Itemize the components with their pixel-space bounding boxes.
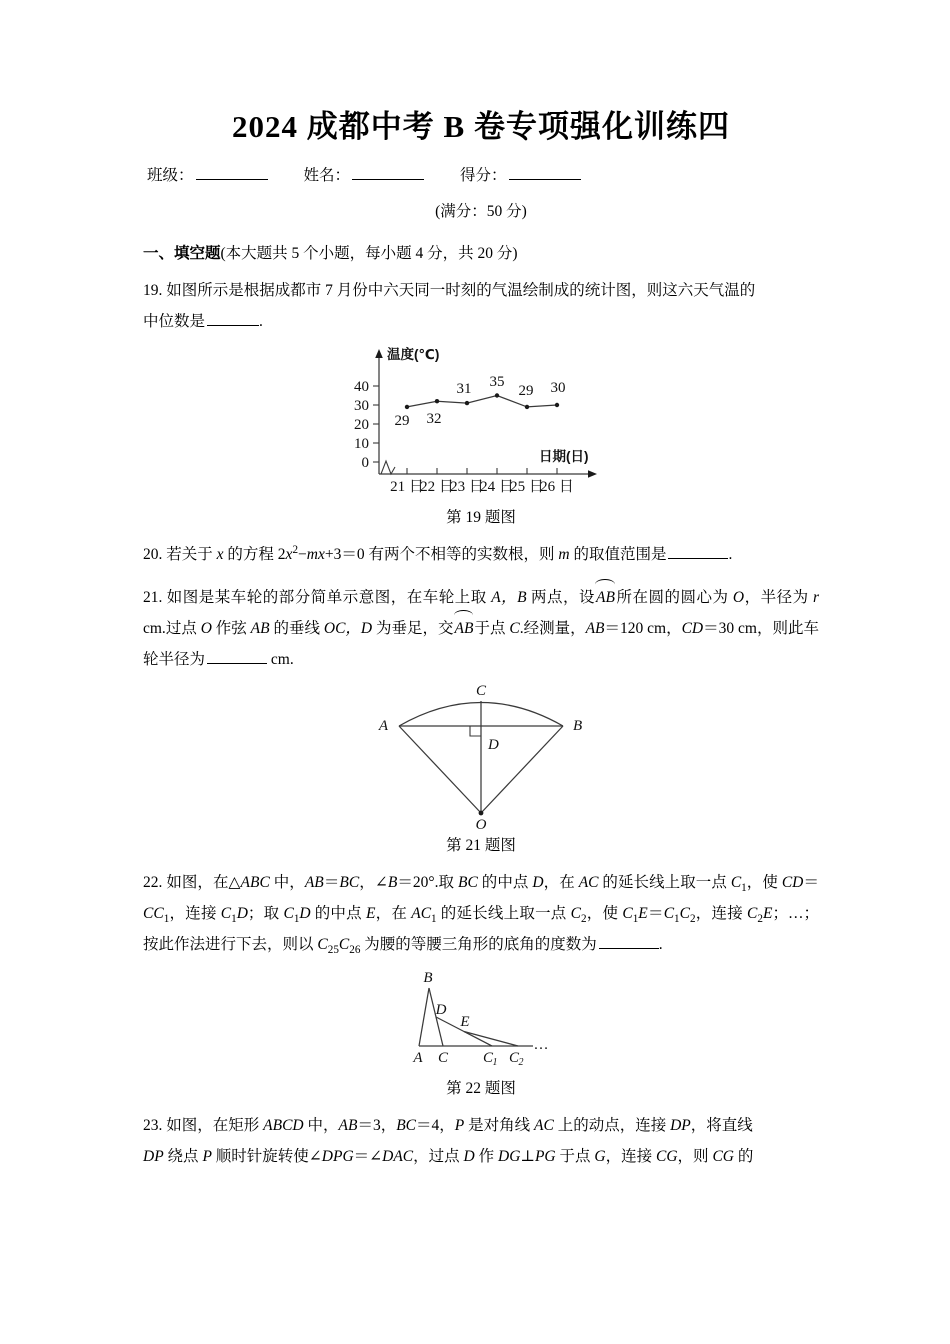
figure-22 [143,966,819,1098]
q23-seg1: 如图，在矩形 [166,1117,264,1135]
data-point-1 [405,405,409,409]
q22-bc: BC [339,874,360,892]
q21-ab-measure: AB [585,620,605,638]
q22-c1e-c: C [622,905,633,923]
y-tick-label-0: 0 [361,455,369,472]
q23-angle-dpg: DPG [321,1148,354,1166]
x-tick-label-3: 23 日 [450,479,484,496]
q23-line2-d: ，过点 [413,1148,464,1166]
q20-tail: . [728,546,733,564]
q23-point-p: P [454,1117,465,1135]
x-tick-label-4: 24 日 [480,479,514,496]
q20-var-m2: m [558,546,570,564]
q23-bc: BC [396,1117,417,1135]
label-c1-sub: 1 [492,1057,498,1069]
q20-mid2: x [317,546,325,564]
q21-seg4: ，半径为 [744,589,813,607]
q22-seg2: 中， [269,874,305,892]
q22-seg11: ，连接 [169,905,221,923]
label-d: D [435,1002,447,1019]
figure-19 [143,343,819,527]
q20-var-m: m [306,546,318,564]
q22-c1d2-c: C [283,905,294,923]
q22-seg13: 的中点 [310,905,366,923]
student-info-line [143,163,819,185]
q22-seg4: ，∠ [359,874,388,892]
q22-number: 22. [143,874,163,892]
wheel-sector-diagram [366,681,596,831]
q21-o-2: O [200,620,212,638]
q21-chord-ab: AB [250,620,270,638]
q23-perp-symbol: ⊥ [520,1148,535,1166]
label-c: C [475,683,487,700]
q21-point-b: ，B [500,589,527,607]
question-19 [143,275,819,337]
q19-text-line1: 如图所示是根据成都市 7 月份中六天同一时刻的气温绘制成的统计图，则这六天气温的 [166,282,756,300]
q21-center-o: O [732,589,745,607]
q23-line2-h: ，连接 [605,1148,656,1166]
q21-radius-r: r [812,589,819,607]
q22-ac1-sub: 1 [431,913,437,926]
q22-seg1: 如图，在△ [166,874,241,892]
q22-c1e-sub: 1 [632,913,639,926]
q23-diagonal-ac: AC [534,1117,554,1135]
q22-ac1: AC [411,905,432,923]
q23-angle-dac: DAC [382,1148,414,1166]
q22-cc1: CC [143,905,164,923]
label-o: O [475,817,487,832]
data-label-5: 29 [518,383,534,400]
q21-cd-measure: CD [681,620,704,638]
data-label-3: 31 [456,381,472,398]
q23-line2-dp: DP [143,1148,164,1166]
q19-answer-blank[interactable] [207,311,259,326]
q19-period: . [259,313,263,331]
q20-exponent: 2 [292,544,299,557]
score-field[interactable] [460,163,581,185]
q22-c1c2-c1: C [663,905,675,923]
q22-seg10: ＝ [803,874,819,892]
q22-seg3: ＝ [323,874,340,892]
label-a: A [413,1050,423,1067]
label-d: D [488,737,499,754]
name-blank[interactable] [352,165,424,180]
x-tick-label-1: 21 日 [390,479,424,496]
x-tick-label-5: 25 日 [510,479,544,496]
q21-seg3: 所在圆的圆心为 [615,589,733,607]
data-label-1: 29 [394,413,410,430]
y-axis-title: 温度(℃) [387,347,440,363]
name-label: 姓名： [303,167,351,185]
q22-angle-b: B [387,874,398,892]
q21-seg2: 两点，设 [526,589,596,607]
q23-seg3: ＝3， [357,1117,397,1135]
q22-seg14: ，在 [375,905,412,923]
q22-c25: C [317,936,328,954]
section-heading [143,241,819,263]
section-title: 一、填空题 [143,245,221,263]
q21-seg8: ，D [345,620,373,638]
data-point-6 [555,403,559,407]
label-c2-sub: 2 [518,1057,524,1069]
label-e: E [460,1014,470,1031]
label-ellipsis: … [533,1037,549,1054]
q21-seg13: ＝30 cm，则此车轮半径为 [143,620,819,669]
q23-line2-i: ，则 [677,1148,713,1166]
q22-cd: CD [781,874,804,892]
q21-seg11: .经测量， [519,620,586,638]
q21-seg12: ＝120 cm， [604,620,682,638]
q22-c1d2-d: D [299,905,311,923]
question-23 [143,1110,819,1172]
q20-post: 的取值范围是 [569,546,667,564]
right-angle-mark-d [470,726,481,736]
y-axis-arrow [375,349,383,358]
q22-c1: C [730,874,742,892]
q20-number: 20. [143,546,163,564]
q21-seg7: 的垂线 [269,620,324,638]
q23-line2-p: P [202,1148,212,1166]
name-field[interactable] [304,163,425,185]
question-21 [143,582,819,675]
class-blank[interactable] [196,165,268,180]
score-label: 得分： [460,167,507,185]
q21-seg1: 如图是某车轮的部分简单示意图，在车轮上取 [166,589,492,607]
q20-var-x: x [216,546,224,564]
q22-c2e-c: C [747,905,758,923]
y-tick-label-10: 10 [354,436,369,453]
x-tick-label-6: 26 日 [540,479,574,496]
q22-c1-sub: 1 [741,882,747,895]
q23-line2-a: 绕点 [163,1148,203,1166]
y-tick-label-20: 20 [354,417,369,434]
q22-seg6: 的中点 [477,874,533,892]
q22-c1c2-sub2: 2 [689,913,696,926]
q23-seg5: 是对角线 [464,1117,535,1135]
data-point-3 [465,401,469,405]
q22-c1d-c: C [220,905,232,923]
page-content [143,0,819,1172]
q23-line2-j: 的 [733,1148,754,1166]
data-point-2 [435,399,439,403]
q22-seg8: 的延长线上取一点 [598,874,731,892]
q22-c25-sub: 25 [327,944,339,957]
q22-c1d2-sub: 1 [293,913,300,926]
segment-c1e [464,1032,492,1047]
y-tick-label-30: 30 [354,398,369,415]
question-20 [143,539,819,570]
q19-text-line2: 中位数是 [143,313,206,331]
segment-ec2 [464,1032,518,1047]
x-axis-title: 日期(日) [539,449,589,465]
data-line [407,396,557,407]
q20-minus: − [298,546,307,564]
q21-answer-blank[interactable] [207,649,267,664]
data-point-5 [525,405,529,409]
q22-c1c2-c2: C [679,905,690,923]
class-label: 班级： [147,167,194,185]
point-o-dot [479,811,484,816]
q22-c1e-e: E [638,905,648,923]
temperature-line-chart [331,343,631,503]
q19-number: 19. [143,282,163,300]
q23-line2-b: 顺时针旋转使∠ [211,1148,322,1166]
label-c1: C [482,1050,494,1067]
section-detail: (本大题共 5 个小题，每小题 4 分，共 20 分) [220,245,518,263]
figure-21-caption: 第 21 题图 [446,837,516,855]
label-c2: C [508,1050,520,1067]
q23-seg4: ＝4， [416,1117,455,1135]
q20-mid1: 的方程 2 [223,546,286,564]
q22-seg16: ，使 [586,905,623,923]
q22-point-e: E [365,905,376,923]
q23-dg: DG [498,1148,521,1166]
q21-seg10: 于点 [474,620,510,638]
q22-c2-sub: 2 [580,913,587,926]
q21-seg6: 作弦 [211,620,251,638]
q21-number: 21. [143,589,163,607]
q20-var-x2: x [285,546,293,564]
q22-seg18: ，连接 [695,905,748,923]
q22-seg15: 的延长线上取一点 [436,905,571,923]
q21-line-oc: OC [323,620,346,638]
arc-ab-notation-1: AB [595,582,616,613]
q22-point-d: D [532,874,544,892]
data-label-2: 32 [426,411,442,428]
q22-seg20: 为腰的等腰三角形的底角的度数为 [360,936,597,954]
q23-point-g: G [594,1148,606,1166]
q22-c1c2-sub1: 1 [674,913,680,926]
q22-seg21: . [658,936,663,954]
q21-seg9: 为垂足，交 [372,620,454,638]
segment-ab [419,988,429,1046]
q23-seg2: 中， [303,1117,339,1135]
q23-line2-e: 作 [474,1148,498,1166]
label-b: B [423,970,433,987]
q23-seg6: 上的动点，连接 [553,1117,671,1135]
x-axis-arrow [588,470,597,478]
full-marks-note: (满分：50 分) [435,203,527,221]
q22-seg19: ；…；按此作法进行下去，则以 [143,905,819,954]
q20-pre: 若关于 [166,546,217,564]
q23-cg: CG [656,1148,678,1166]
q22-seg17: ＝ [647,905,664,923]
q23-line2-g: 于点 [555,1148,595,1166]
q22-c2e-e: E [762,905,773,923]
q22-c2e-sub: 2 [757,913,763,926]
score-blank[interactable] [509,165,581,180]
figure-22-caption: 第 22 题图 [446,1080,516,1098]
q21-point-c: C [509,620,520,638]
data-label-4: 35 [489,374,505,391]
label-c: C [437,1050,449,1067]
q22-triangle-abc: ABC [240,874,270,892]
label-b: B [573,718,583,735]
q21-seg5: cm.过点 [143,620,201,638]
iterated-triangle-diagram [381,966,581,1074]
y-tick-label-40: 40 [354,379,369,396]
q22-seg9: ，使 [746,874,782,892]
q23-pg: PG [534,1148,556,1166]
q22-cc1-sub: 1 [163,913,170,926]
q22-c1d-d: D [236,905,248,923]
q22-answer-blank[interactable] [599,934,659,949]
data-label-6: 30 [550,380,566,397]
q22-c1d-sub: 1 [231,913,237,926]
q22-seg12: ；取 [247,905,284,923]
page-title: 2024 成都中考 B 卷专项强化训练四 [232,109,730,144]
arc-ab-notation-2: AB [454,613,475,644]
q22-c26: C [338,936,350,954]
q23-rect-abcd: ABCD [263,1117,304,1135]
q20-answer-blank[interactable] [668,544,728,559]
question-22 [143,867,819,960]
q23-point-d: D [463,1148,475,1166]
q21-seg14: cm. [267,651,294,669]
figure-21 [143,681,819,855]
q23-number: 23. [143,1117,163,1135]
q21-point-a: A [491,589,501,607]
q22-bc-2: BC [458,874,478,892]
q23-cg-2: CG [712,1148,734,1166]
figure-19-caption: 第 19 题图 [446,509,516,527]
q23-line2-c: ＝∠ [353,1148,383,1166]
broken-axis-marker [381,461,395,474]
radius-oa [399,726,481,813]
q22-seg5: ＝20°.取 [397,874,459,892]
q22-c26-sub: 26 [349,944,361,957]
q20-plus3: +3＝0 有两个不相等的实数根，则 [324,546,559,564]
q22-ab: AB [304,874,324,892]
data-point-4 [495,393,499,397]
q22-ac: AC [578,874,599,892]
q22-seg7: ，在 [543,874,579,892]
q23-seg7: ，将直线 [690,1117,753,1135]
q23-dp: DP [670,1117,691,1135]
class-field[interactable] [147,163,268,185]
q22-c2: C [570,905,581,923]
q23-ab: AB [338,1117,358,1135]
label-a: A [378,718,388,735]
x-tick-label-2: 22 日 [420,479,454,496]
